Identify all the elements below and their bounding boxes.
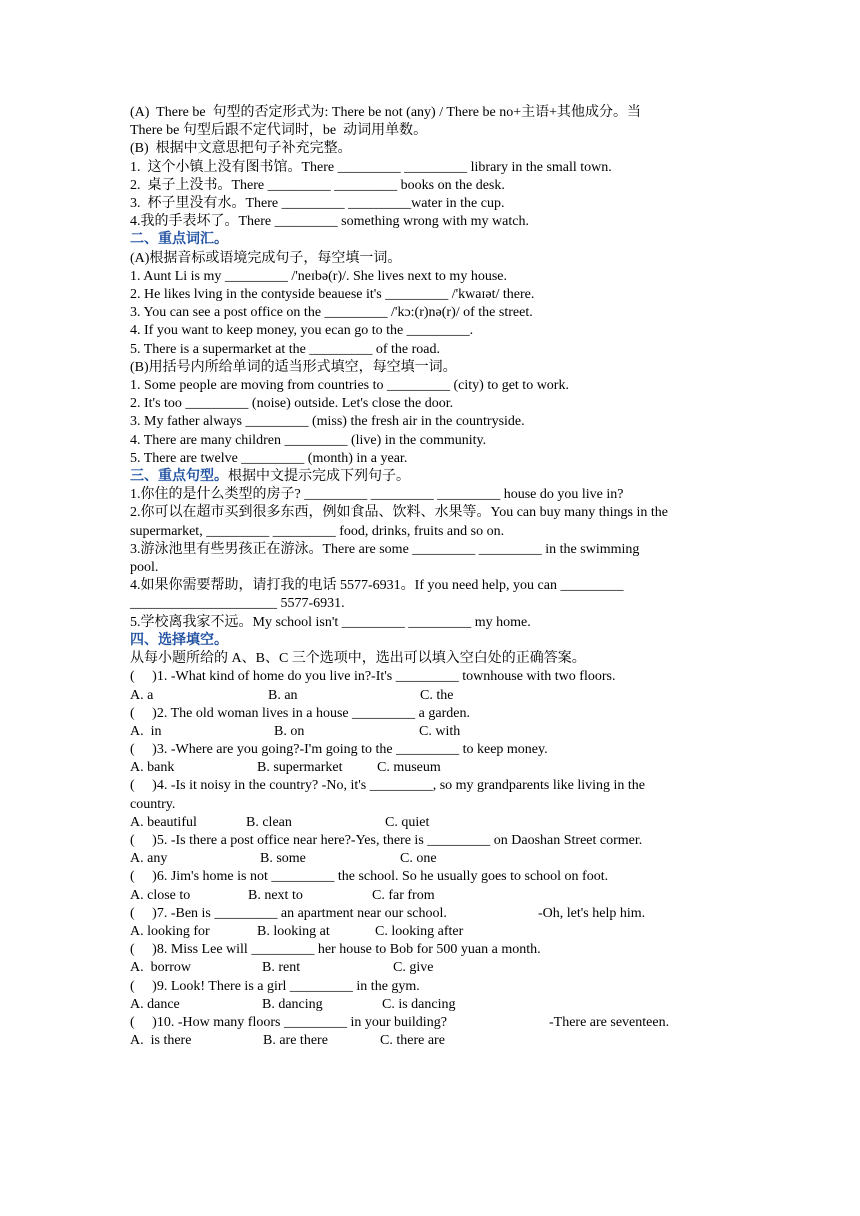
question-reply: -Oh, let's help him. bbox=[538, 905, 646, 921]
option-c: C. with bbox=[419, 723, 461, 739]
option-b: B. next to bbox=[248, 887, 303, 903]
option-c: C. looking after bbox=[375, 924, 464, 940]
question-stem-continued: country. bbox=[130, 796, 176, 812]
option-c: C. quiet bbox=[385, 814, 430, 830]
option-c: C. there are bbox=[380, 1033, 445, 1049]
option-b: B. looking at bbox=[257, 924, 330, 940]
question-stem bbox=[130, 1014, 740, 1032]
option-a: A. is there bbox=[130, 1033, 192, 1049]
sentence-item: 3.游泳池里有些男孩正在游泳。There are some _________ _________ in the swimming bbox=[130, 541, 640, 557]
option-b: B. some bbox=[260, 851, 306, 867]
option-c: C. one bbox=[400, 851, 437, 867]
grammar-item: 1. 这个小镇上没有图书馆。There _________ _________ library in the small town. bbox=[130, 159, 612, 175]
grammar-part-b-title: (B) 根据中文意思把句子补充完整。 bbox=[130, 141, 352, 157]
word-form-item: 4. There are many children _________ (live) in the community. bbox=[130, 432, 487, 448]
option-b: B. are there bbox=[263, 1033, 328, 1049]
section-3-title: 三、重点句型。 bbox=[130, 469, 228, 485]
option-b: B. on bbox=[274, 723, 305, 739]
option-a: A. beautiful bbox=[130, 814, 197, 830]
option-c: C. the bbox=[420, 687, 454, 703]
option-c: C. far from bbox=[372, 887, 435, 903]
section-2-part-b-title: (B)用括号内所给单词的适当形式填空，每空填一词。 bbox=[130, 359, 457, 375]
question-options bbox=[130, 1032, 740, 1050]
question-stem: ( )6. Jim's home is not _________ the school. So he usually goes to school on foot. bbox=[130, 869, 609, 885]
question-stem: ( )3. -Where are you going?-I'm going to the _________ to keep money. bbox=[130, 742, 548, 758]
option-c: C. give bbox=[393, 960, 434, 976]
question-stem: ( )2. The old woman lives in a house _________ a garden. bbox=[130, 705, 470, 721]
vocab-item: 2. He likes lving in the contyside beauese it's _________ /'kwaɪət/ there. bbox=[130, 287, 535, 303]
vocab-item: 5. There is a supermarket at the _________ of the road. bbox=[130, 341, 440, 357]
option-a: A. any bbox=[130, 851, 168, 867]
question-options bbox=[130, 723, 740, 741]
option-c: C. museum bbox=[377, 760, 441, 776]
question-options bbox=[130, 959, 740, 977]
option-a: A. in bbox=[130, 723, 162, 739]
option-a: A. a bbox=[130, 687, 154, 703]
word-form-item: 3. My father always _________ (miss) the fresh air in the countryside. bbox=[130, 414, 525, 430]
option-b: B. dancing bbox=[262, 996, 323, 1012]
option-c: C. is dancing bbox=[382, 996, 456, 1012]
option-a: A. bank bbox=[130, 760, 175, 776]
word-form-item: 5. There are twelve _________ (month) in a year. bbox=[130, 450, 408, 466]
question-options bbox=[130, 687, 740, 705]
sentence-item: pool. bbox=[130, 560, 159, 576]
section-2-part-a-title: (A)根据音标或语境完成句子，每空填一词。 bbox=[130, 250, 402, 266]
question-reply: -There are seventeen. bbox=[549, 1015, 670, 1030]
question-options bbox=[130, 850, 740, 868]
option-b: B. an bbox=[268, 687, 298, 703]
question-text: ( )7. -Ben is _________ an apartment near our school. bbox=[130, 905, 447, 921]
sentence-item: 1.你住的是什么类型的房子? _________ _________ _________ house do you live in? bbox=[130, 487, 624, 503]
question-stem: ( )8. Miss Lee will _________ her house to Bob for 500 yuan a month. bbox=[130, 942, 541, 958]
question-stem: ( )9. Look! There is a girl _________ in the gym. bbox=[130, 978, 420, 994]
option-b: B. rent bbox=[262, 960, 301, 976]
grammar-note-line-2: There be 句型后跟不定代词时，be 动词用单数。 bbox=[130, 123, 428, 139]
question-text: ( )10. -How many floors _________ in your building? bbox=[130, 1015, 447, 1030]
section-3-heading bbox=[130, 468, 740, 486]
section-4-title: 四、选择填空。 bbox=[130, 632, 228, 648]
section-2-title: 二、重点词汇。 bbox=[130, 232, 228, 248]
question-stem: ( )4. -Is it noisy in the country? -No, it's _________, so my grandparents like living in the bbox=[130, 778, 646, 794]
option-a: A. close to bbox=[130, 887, 191, 903]
grammar-item: 3. 杯子里没有水。There _________ _________water in the cup. bbox=[130, 196, 505, 212]
question-stem bbox=[130, 905, 740, 923]
sentence-item: 4.如果你需要帮助，请打我的电话 5577-6931。If you need help, you can _________ bbox=[130, 578, 624, 594]
question-options bbox=[130, 923, 740, 941]
vocab-item: 4. If you want to keep money, you ecan go to the _________. bbox=[130, 323, 474, 339]
sentence-item: 5.学校离我家不远。My school isn't _________ _________ my home. bbox=[130, 614, 531, 630]
option-a: A. looking for bbox=[130, 924, 210, 940]
worksheet-page bbox=[130, 104, 740, 1050]
question-options bbox=[130, 814, 740, 832]
option-a: A. dance bbox=[130, 996, 180, 1012]
grammar-item: 4.我的手表坏了。There _________ something wrong with my watch. bbox=[130, 214, 529, 230]
word-form-item: 2. It's too _________ (noise) outside. Let's close the door. bbox=[130, 396, 454, 412]
grammar-item: 2. 桌子上没书。There _________ _________ books on the desk. bbox=[130, 177, 505, 193]
question-stem: ( )5. -Is there a post office near here?-Yes, there is _________ on Daoshan Street cormer. bbox=[130, 833, 643, 849]
word-form-item: 1. Some people are moving from countries to _________ (city) to get to work. bbox=[130, 378, 569, 394]
grammar-note-line-1: (A) There be 句型的否定形式为: There be not (any) / There be no+主语+其他成分。当 bbox=[130, 105, 641, 120]
question-stem: ( )1. -What kind of home do you live in?-It's _________ townhouse with two floors. bbox=[130, 669, 616, 685]
sentence-item: 2.你可以在超市买到很多东西，例如食品、饮料、水果等。You can buy many things in the bbox=[130, 505, 668, 521]
sentence-item: supermarket, _________ _________ food, drinks, fruits and so on. bbox=[130, 523, 505, 539]
option-b: B. clean bbox=[246, 814, 292, 830]
sentence-item: _____________________ 5577-6931. bbox=[130, 596, 345, 612]
option-a: A. borrow bbox=[130, 960, 192, 976]
option-b: B. supermarket bbox=[257, 760, 343, 776]
section-4-instruction: 从每小题所给的 A、B、C 三个选项中，选出可以填入空白处的正确答案。 bbox=[130, 651, 586, 667]
question-options bbox=[130, 759, 740, 777]
question-options bbox=[130, 996, 740, 1014]
section-3-instruction: 根据中文提示完成下列句子。 bbox=[228, 469, 410, 485]
question-options bbox=[130, 887, 740, 905]
vocab-item: 3. You can see a post office on the _________ /'kɔ:(r)nə(r)/ of the street. bbox=[130, 305, 533, 321]
vocab-item: 1. Aunt Li is my _________ /'neɪbə(r)/. She lives next to my house. bbox=[130, 268, 507, 284]
